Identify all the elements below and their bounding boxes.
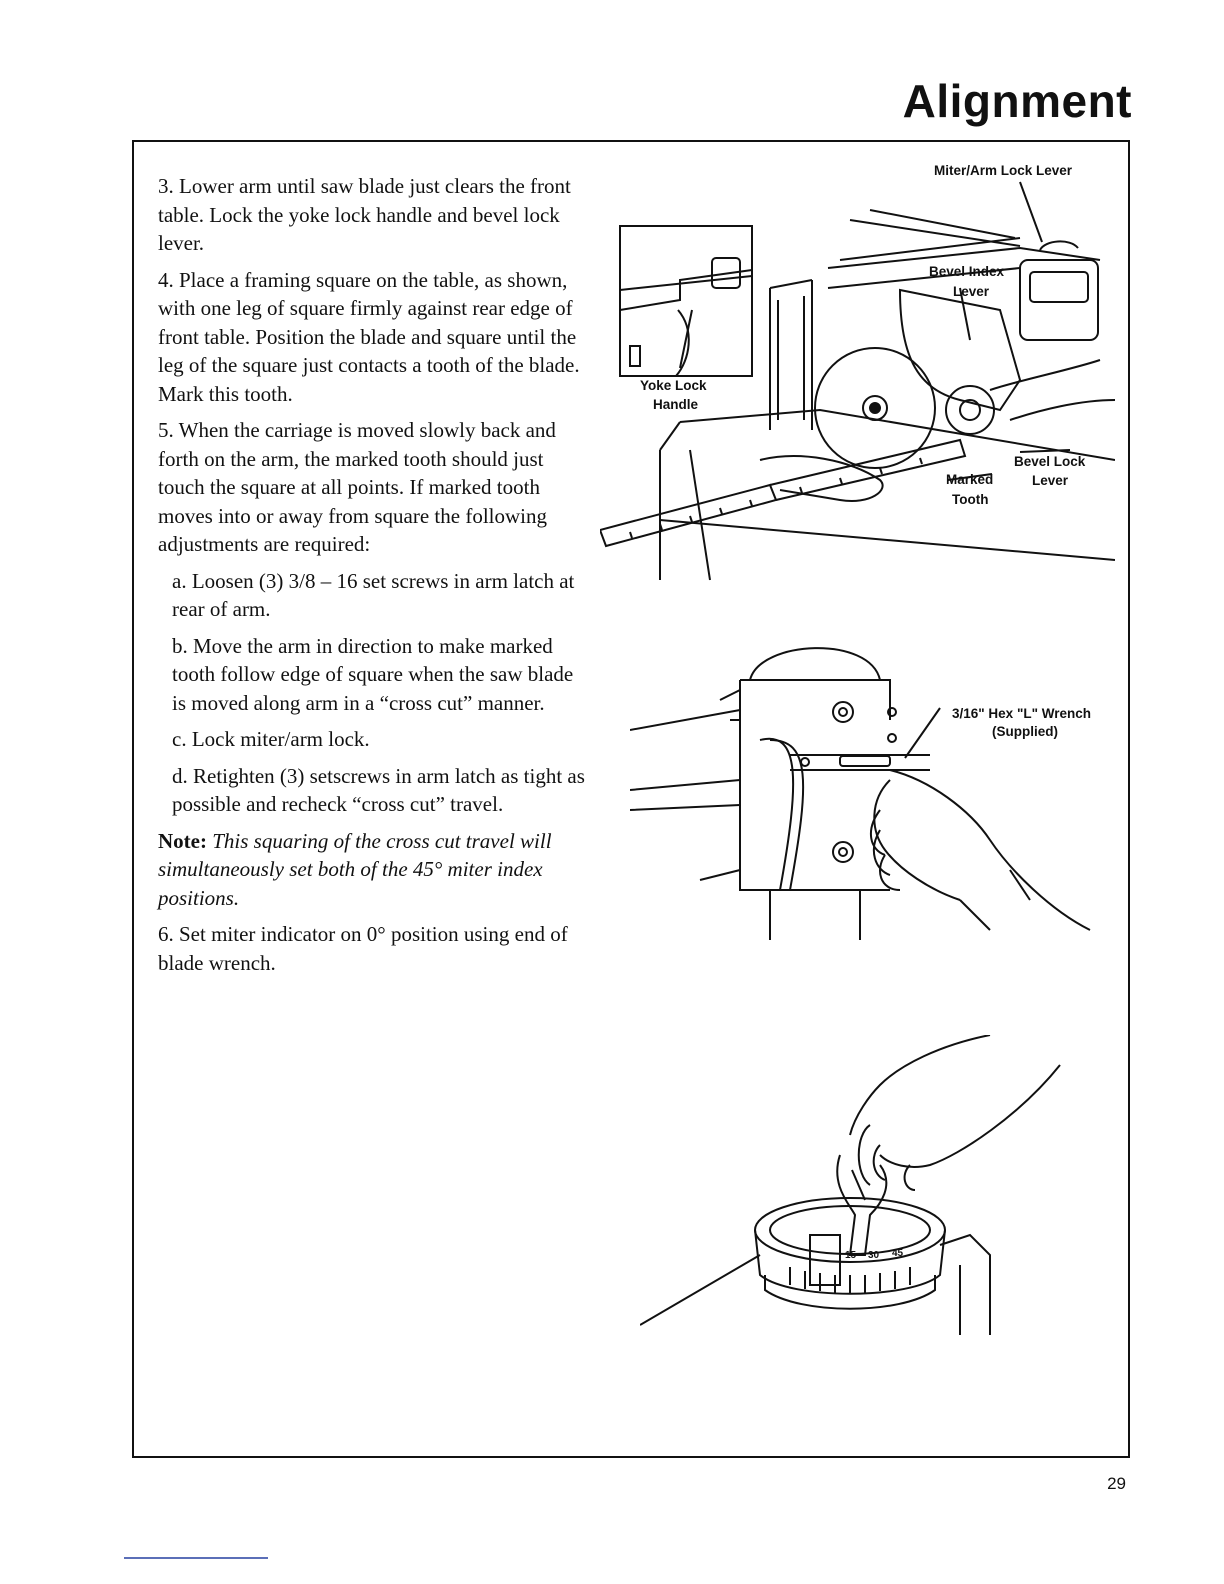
label-yoke-lock-handle-line1: Yoke Lock <box>640 378 707 393</box>
note-label: Note: <box>158 828 207 853</box>
step-5-sub-d: d. Retighten (3) setscrews in arm latch as tight as possible and recheck “cross cut” travel. <box>172 763 585 816</box>
scale-tick-45: 45 <box>892 1248 904 1259</box>
step-5-sub-a: a. Loosen (3) 3/8 – 16 set screws in arm latch at rear of arm. <box>172 568 575 621</box>
label-bevel-lock-lever-line2: Lever <box>1032 473 1069 488</box>
note <box>158 827 588 913</box>
step-4: 4. Place a framing square on the table, as shown, with one leg of square firmly against rear edge of front table. Position the blade and square until the leg of the square just contacts a tooth of the blade. Mark this tooth. <box>158 267 580 406</box>
figure-miter-indicator-wrench <box>640 1035 1080 1375</box>
page-title: Alignment <box>902 75 1132 127</box>
label-bevel-index-lever-line2: Lever <box>953 284 990 299</box>
step-5-sub-b: b. Move the arm in direction to make marked tooth follow edge of square when the saw blade is moved along arm in a “cross cut” manner. <box>172 633 574 715</box>
instructions-column <box>158 172 588 985</box>
figure-saw-framing-square <box>600 160 1115 590</box>
label-bevel-lock-lever-line1: Bevel Lock <box>1014 454 1086 469</box>
label-hex-wrench-line1: 3/16" Hex "L" Wrench <box>952 706 1092 721</box>
label-yoke-lock-handle-line2: Handle <box>653 397 699 412</box>
figure-arm-latch-wrench <box>630 630 1100 950</box>
label-marked-tooth-line2: Tooth <box>952 492 989 507</box>
label-bevel-index-lever-line1: Bevel Index <box>929 264 1005 279</box>
step-5-sub-c: c. Lock miter/arm lock. <box>172 727 370 751</box>
label-marked-tooth-line1: Marked <box>946 472 994 487</box>
label-miter-arm-lock-lever: Miter/Arm Lock Lever <box>934 163 1073 178</box>
scale-tick-30: 30 <box>868 1250 880 1261</box>
step-5: 5. When the carriage is moved slowly back and forth on the arm, the marked tooth should just touch the square at all points. If marked tooth moves into or away from square the following adjustments are required: <box>158 418 556 556</box>
scale-tick-15: 15 <box>845 1250 857 1261</box>
note-text: This squaring of the cross cut travel will simultaneously set both of the 45° miter index positions. <box>158 828 552 910</box>
page-number: 29 <box>1107 1474 1126 1493</box>
footer-rule <box>124 1557 268 1559</box>
step-6: 6. Set miter indicator on 0° position using end of blade wrench. <box>158 922 568 975</box>
label-hex-wrench-line2: (Supplied) <box>992 724 1058 739</box>
step-3: 3. Lower arm until saw blade just clears the front table. Lock the yoke lock handle and bevel lock lever. <box>158 174 571 255</box>
